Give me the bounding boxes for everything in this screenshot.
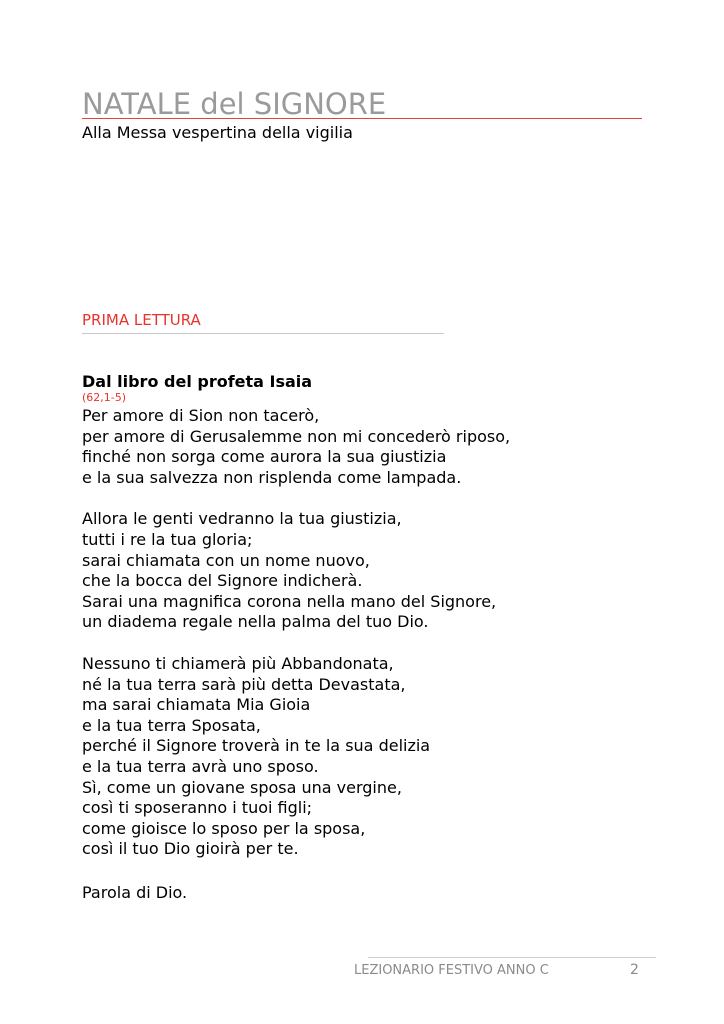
section-divider (82, 333, 444, 334)
page-number: 2 (630, 962, 639, 978)
verse-line: così ti sposeranno i tuoi figli; (82, 798, 313, 818)
page-subtitle: Alla Messa vespertina della vigilia (82, 123, 353, 142)
page-title: NATALE del SIGNORE (82, 87, 387, 121)
verse-line: ma sarai chiamata Mia Gioia (82, 695, 311, 715)
verse-line: come gioisce lo sposo per la sposa, (82, 818, 366, 838)
verse-line: perché il Signore troverà in te la sua delizia (82, 736, 431, 756)
verse-line: né la tua terra sarà più detta Devastata, (82, 674, 406, 694)
footer-divider (368, 957, 656, 958)
verse-line: per amore di Gerusalemme non mi concederò riposo, (82, 426, 511, 446)
verse-line: un diadema regale nella palma del tuo Dio. (82, 612, 429, 632)
verse-line: sarai chiamata con un nome nuovo, (82, 550, 370, 570)
verse-line: Sarai una magnifica corona nella mano del Signore, (82, 591, 497, 611)
verse-line: e la tua terra avrà uno sposo. (82, 756, 319, 776)
verse-line: e la tua terra Sposata, (82, 715, 261, 735)
verse-line: così il tuo Dio gioirà per te. (82, 839, 299, 859)
verse-line: Per amore di Sion non tacerò, (82, 406, 320, 425)
verse-line: e la sua salvezza non risplenda come lampada. (82, 467, 462, 487)
stanza-1 (82, 406, 682, 488)
verse-line: tutti i re la tua gloria; (82, 529, 253, 549)
stanza-3 (82, 654, 682, 860)
reading-text (82, 406, 682, 881)
verse-line: Allora le genti vedranno la tua giustizia, (82, 509, 402, 529)
verse-line: Sì, come un giovane sposa una vergine, (82, 777, 402, 797)
reading-book-title: Dal libro del profeta Isaia (82, 372, 313, 391)
verse-line: che la bocca del Signore indicherà. (82, 571, 363, 591)
title-underline (82, 118, 642, 119)
reading-reference: (62,1-5) (82, 391, 127, 404)
footer-label: LEZIONARIO FESTIVO ANNO C (354, 963, 549, 978)
stanza-2 (82, 509, 682, 633)
reading-closing: Parola di Dio. (82, 883, 188, 902)
section-heading: PRIMA LETTURA (82, 311, 201, 329)
verse-line: Nessuno ti chiamerà più Abbandonata, (82, 653, 394, 673)
verse-line: finché non sorga come aurora la sua giustizia (82, 447, 447, 467)
